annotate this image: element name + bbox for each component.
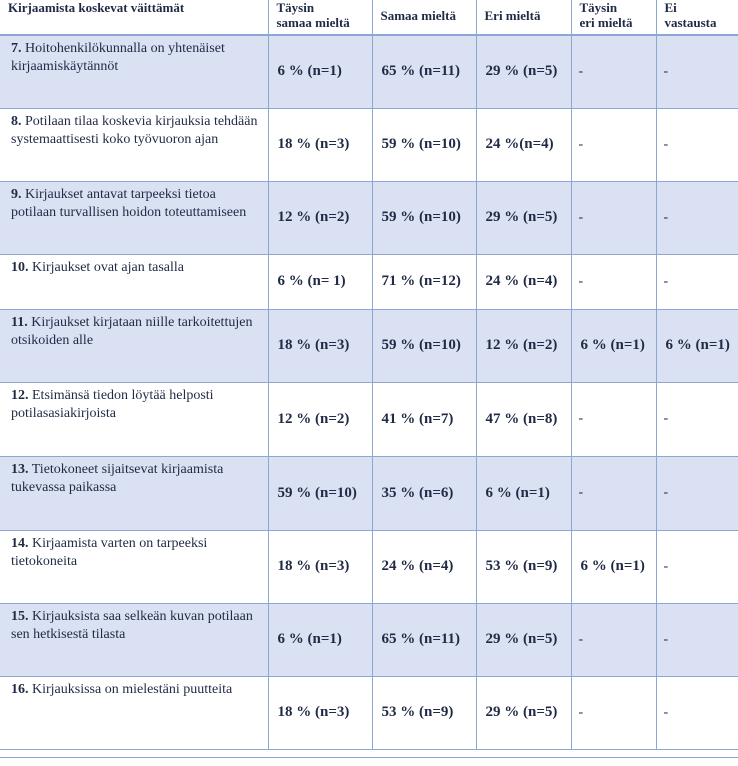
table-row xyxy=(0,676,738,749)
table-row xyxy=(0,309,738,382)
value-cell-4: - xyxy=(571,456,656,530)
value-cell-1: 12 % (n=2) xyxy=(268,181,372,254)
value-cell-4: - xyxy=(571,35,656,108)
statement-cell xyxy=(0,254,268,309)
value-cell-1: 6 % (n= 1) xyxy=(268,254,372,309)
value-cell-1: 18 % (n=3) xyxy=(268,676,372,749)
table-bottom-border xyxy=(0,757,738,758)
header-statement: Kirjaamista koskevat väittämät xyxy=(0,0,268,35)
header-strongly-agree: Täysin samaa mieltä xyxy=(268,0,372,35)
value-cell-5: - xyxy=(656,603,738,676)
value-cell-3: 6 % (n=1) xyxy=(476,456,571,530)
statement-text: Kirjaukset kirjataan niille tarkoitettujen otsikoiden alle xyxy=(11,314,253,348)
statement-cell xyxy=(0,35,268,108)
value-cell-2: 65 % (n=11) xyxy=(372,603,476,676)
statement-number: 14. xyxy=(11,535,29,551)
value-cell-4: 6 % (n=1) xyxy=(571,530,656,603)
statement-text: Etsimänsä tiedon löytää helposti potilasasiakirjoista xyxy=(11,387,214,421)
header-agree: Samaa mieltä xyxy=(372,0,476,35)
value-cell-3: 24 % (n=4) xyxy=(476,254,571,309)
value-cell-3: 29 % (n=5) xyxy=(476,35,571,108)
value-cell-3: 47 % (n=8) xyxy=(476,382,571,456)
value-cell-3: 53 % (n=9) xyxy=(476,530,571,603)
value-cell-5: - xyxy=(656,456,738,530)
statement-cell xyxy=(0,181,268,254)
value-cell-1: 18 % (n=3) xyxy=(268,108,372,181)
table-row xyxy=(0,603,738,676)
value-cell-4: - xyxy=(571,181,656,254)
statement-number: 11. xyxy=(11,314,28,330)
statement-number: 8. xyxy=(11,113,22,129)
table-row xyxy=(0,181,738,254)
value-cell-5: - xyxy=(656,676,738,749)
value-cell-5: - xyxy=(656,35,738,108)
value-cell-3: 29 % (n=5) xyxy=(476,181,571,254)
value-cell-1: 18 % (n=3) xyxy=(268,309,372,382)
value-cell-2: 65 % (n=11) xyxy=(372,35,476,108)
statement-cell xyxy=(0,108,268,181)
statement-text: Kirjauksissa on mielestäni puutteita xyxy=(32,681,233,697)
value-cell-2: 59 % (n=10) xyxy=(372,309,476,382)
statement-text: Kirjaukset ovat ajan tasalla xyxy=(32,259,184,275)
statement-cell xyxy=(0,456,268,530)
statement-text: Tietokoneet sijaitsevat kirjaamista tukevassa paikassa xyxy=(11,461,224,495)
table-row xyxy=(0,108,738,181)
value-cell-3: 12 % (n=2) xyxy=(476,309,571,382)
statement-number: 16. xyxy=(11,681,29,697)
value-cell-4: - xyxy=(571,603,656,676)
value-cell-3: 29 % (n=5) xyxy=(476,676,571,749)
table-row xyxy=(0,382,738,456)
value-cell-5: - xyxy=(656,181,738,254)
statement-cell xyxy=(0,530,268,603)
statement-text: Kirjaukset antavat tarpeeksi tietoa potilaan turvallisen hoidon toteuttamiseen xyxy=(11,186,247,220)
value-cell-2: 53 % (n=9) xyxy=(372,676,476,749)
value-cell-5: 6 % (n=1) xyxy=(656,309,738,382)
header-no-answer: Ei vastausta xyxy=(656,0,738,35)
value-cell-5: - xyxy=(656,382,738,456)
statement-number: 15. xyxy=(11,608,29,624)
value-cell-1: 6 % (n=1) xyxy=(268,603,372,676)
statement-text: Kirjaamista varten on tarpeeksi tietokoneita xyxy=(11,535,208,569)
value-cell-1: 12 % (n=2) xyxy=(268,382,372,456)
value-cell-3: 24 %(n=4) xyxy=(476,108,571,181)
value-cell-4: - xyxy=(571,676,656,749)
value-cell-1: 59 % (n=10) xyxy=(268,456,372,530)
value-cell-5: - xyxy=(656,108,738,181)
statement-text: Kirjauksista saa selkeän kuvan potilaan sen hetkisestä tilasta xyxy=(11,608,253,642)
value-cell-1: 18 % (n=3) xyxy=(268,530,372,603)
table-row xyxy=(0,456,738,530)
value-cell-4: - xyxy=(571,382,656,456)
statement-cell xyxy=(0,676,268,749)
value-cell-1: 6 % (n=1) xyxy=(268,35,372,108)
statement-cell xyxy=(0,382,268,456)
value-cell-4: - xyxy=(571,108,656,181)
statement-cell xyxy=(0,603,268,676)
value-cell-3: 29 % (n=5) xyxy=(476,603,571,676)
value-cell-2: 59 % (n=10) xyxy=(372,108,476,181)
header-strongly-disagree: Täysin eri mieltä xyxy=(571,0,656,35)
statement-cell xyxy=(0,309,268,382)
value-cell-2: 59 % (n=10) xyxy=(372,181,476,254)
statement-number: 10. xyxy=(11,259,29,275)
header-disagree: Eri mieltä xyxy=(476,0,571,35)
statement-text: Hoitohenkilökunnalla on yhtenäiset kirjaamiskäytännöt xyxy=(11,41,225,74)
value-cell-2: 35 % (n=6) xyxy=(372,456,476,530)
statement-number: 9. xyxy=(11,186,22,202)
statement-number: 12. xyxy=(11,387,29,403)
statement-text: Potilaan tilaa koskevia kirjauksia tehdään systemaattisesti koko työvuoron ajan xyxy=(11,113,258,147)
table-row xyxy=(0,530,738,603)
value-cell-2: 24 % (n=4) xyxy=(372,530,476,603)
table-row xyxy=(0,254,738,309)
value-cell-4: - xyxy=(571,254,656,309)
value-cell-4: 6 % (n=1) xyxy=(571,309,656,382)
value-cell-2: 71 % (n=12) xyxy=(372,254,476,309)
value-cell-5: - xyxy=(656,530,738,603)
statement-number: 7. xyxy=(11,41,22,56)
value-cell-2: 41 % (n=7) xyxy=(372,382,476,456)
table-row xyxy=(0,35,738,108)
header-row xyxy=(0,0,738,35)
value-cell-5: - xyxy=(656,254,738,309)
statement-number: 13. xyxy=(11,461,29,477)
